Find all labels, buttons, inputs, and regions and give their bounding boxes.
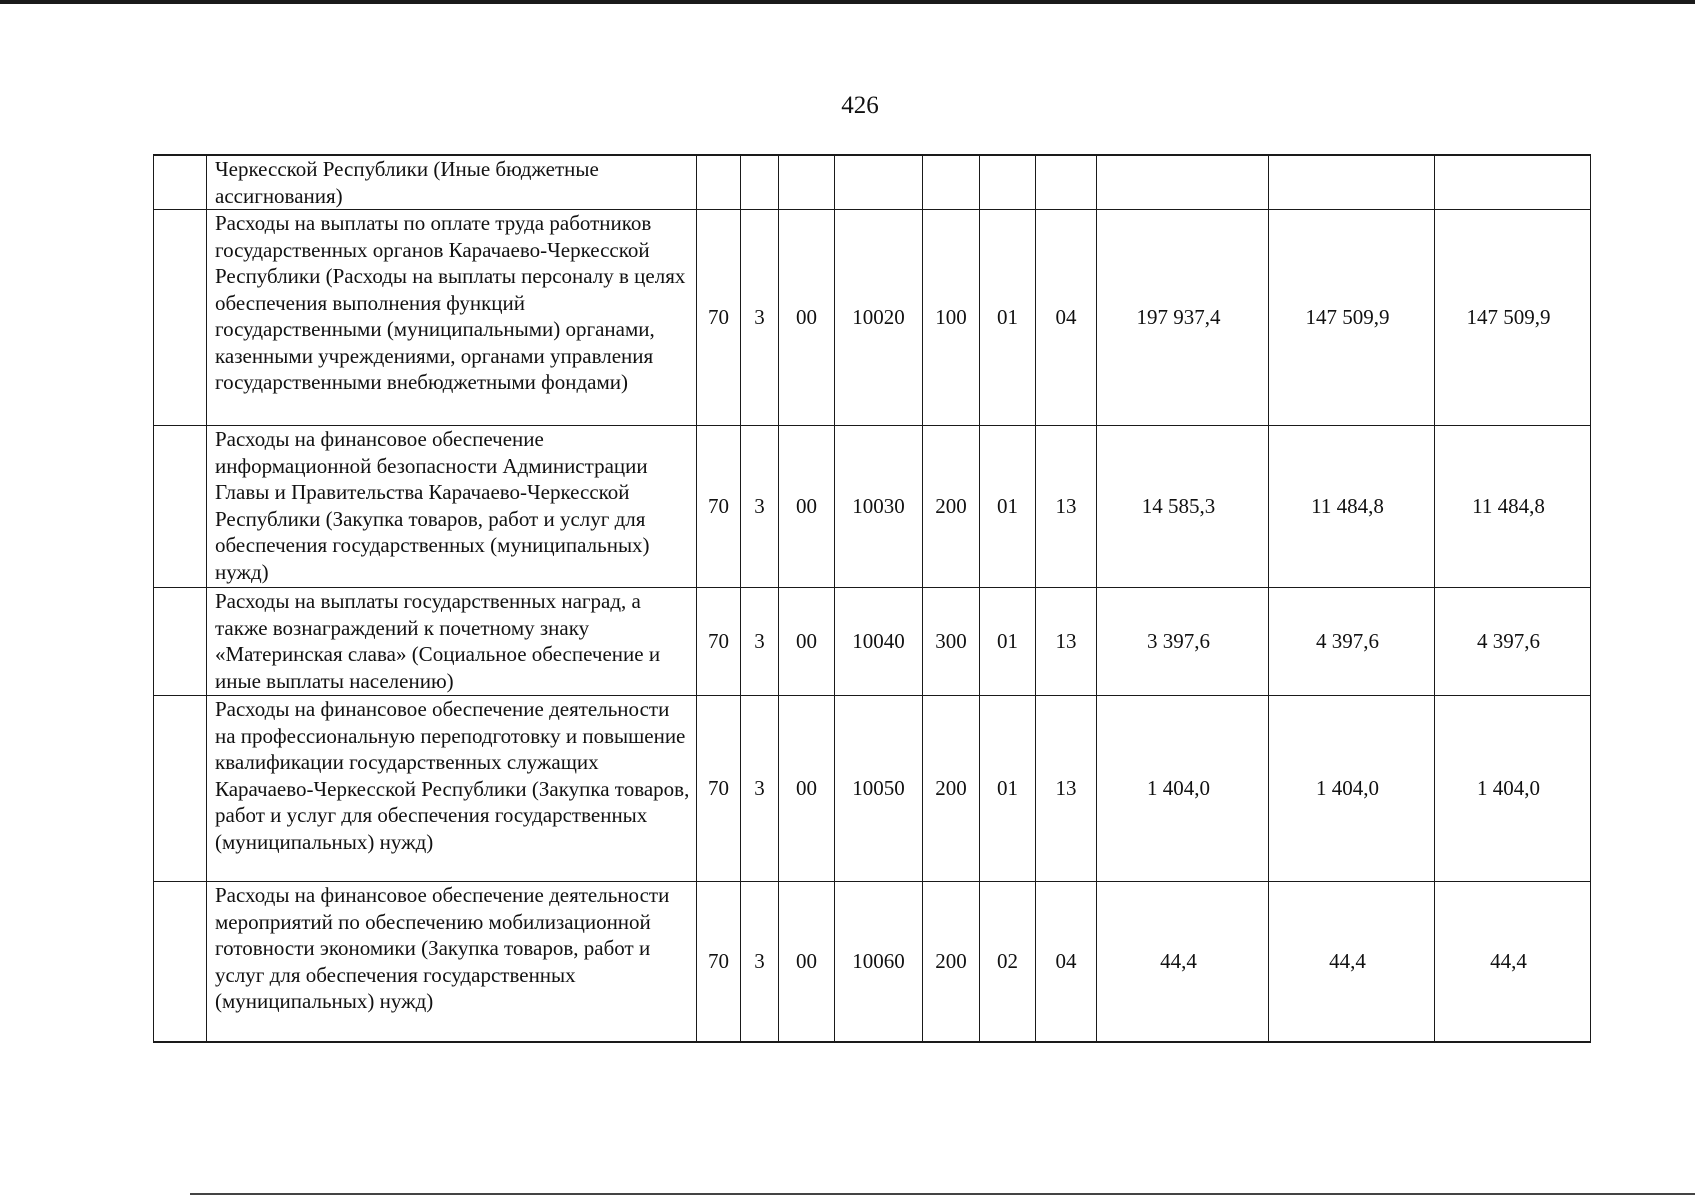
table-row [154, 210, 1591, 426]
description-cell: Расходы на финансовое обеспечение информационной безопасности Администрации Главы и Правительства Карачаево-Черкесской Республики (Закупка товаров, работ и услуг для обеспечения государственных (муниципальных) нужд) [207, 426, 697, 588]
amount-cell: 3 397,6 [1097, 588, 1269, 696]
code-cell: 70 [697, 696, 741, 882]
code-cell: 10040 [835, 588, 923, 696]
amount-cell: 44,4 [1269, 882, 1435, 1042]
amount-cell: 44,4 [1435, 882, 1591, 1042]
amount-cell: 4 397,6 [1269, 588, 1435, 696]
table-row [154, 155, 1591, 210]
description-cell: Расходы на финансовое обеспечение деятельности мероприятий по обеспечению мобилизационной готовности экономики (Закупка товаров, работ и услуг для обеспечения государственных (муниципальных) нужд) [207, 882, 697, 1042]
amount-cell [1097, 155, 1269, 210]
row-number-cell [154, 210, 207, 426]
code-cell: 01 [980, 210, 1036, 426]
page-number: 426 [841, 92, 879, 119]
row-number-cell [154, 588, 207, 696]
amount-cell: 44,4 [1097, 882, 1269, 1042]
bottom-page-border [190, 1193, 1695, 1195]
amount-cell: 1 404,0 [1097, 696, 1269, 882]
code-cell: 70 [697, 426, 741, 588]
code-cell: 10030 [835, 426, 923, 588]
code-cell: 200 [923, 696, 980, 882]
code-cell [697, 155, 741, 210]
amount-cell: 147 509,9 [1435, 210, 1591, 426]
table-row [154, 696, 1591, 882]
code-cell: 3 [741, 882, 779, 1042]
code-cell [741, 155, 779, 210]
amount-cell [1269, 155, 1435, 210]
code-cell: 10050 [835, 696, 923, 882]
code-cell: 3 [741, 426, 779, 588]
code-cell [923, 155, 980, 210]
row-number-cell [154, 426, 207, 588]
code-cell: 3 [741, 588, 779, 696]
code-cell: 02 [980, 882, 1036, 1042]
code-cell: 3 [741, 696, 779, 882]
code-cell: 13 [1036, 588, 1097, 696]
code-cell: 00 [779, 210, 835, 426]
code-cell: 04 [1036, 210, 1097, 426]
code-cell [835, 155, 923, 210]
amount-cell: 4 397,6 [1435, 588, 1591, 696]
row-number-cell [154, 696, 207, 882]
code-cell: 01 [980, 426, 1036, 588]
code-cell: 01 [980, 588, 1036, 696]
table-row [154, 426, 1591, 588]
code-cell [779, 155, 835, 210]
amount-cell: 1 404,0 [1435, 696, 1591, 882]
code-cell: 13 [1036, 696, 1097, 882]
code-cell: 00 [779, 588, 835, 696]
row-number-cell [154, 882, 207, 1042]
amount-cell: 1 404,0 [1269, 696, 1435, 882]
amount-cell: 14 585,3 [1097, 426, 1269, 588]
amount-cell: 11 484,8 [1435, 426, 1591, 588]
amount-cell [1435, 155, 1591, 210]
code-cell: 200 [923, 426, 980, 588]
code-cell: 100 [923, 210, 980, 426]
code-cell: 70 [697, 882, 741, 1042]
code-cell [980, 155, 1036, 210]
code-cell: 13 [1036, 426, 1097, 588]
description-cell: Расходы на финансовое обеспечение деятельности на профессиональную переподготовку и повышение квалификации государственных служащих Карачаево-Черкесской Республики (Закупка товаров, работ и услуг для обеспечения государственных (муниципальных) нужд) [207, 696, 697, 882]
code-cell: 00 [779, 882, 835, 1042]
code-cell: 200 [923, 882, 980, 1042]
code-cell: 70 [697, 588, 741, 696]
code-cell [1036, 155, 1097, 210]
top-page-border [0, 0, 1695, 4]
row-number-cell [154, 155, 207, 210]
description-cell: Черкесской Республики (Иные бюджетные ассигнования) [207, 155, 697, 210]
description-cell: Расходы на выплаты по оплате труда работников государственных органов Карачаево-Черкесской Республики (Расходы на выплаты персоналу в целях обеспечения выполнения функций государственными (муниципальными) органами, казенными учреждениями, органами управления государственными внебюджетными фондами) [207, 210, 697, 426]
code-cell: 10060 [835, 882, 923, 1042]
amount-cell: 147 509,9 [1269, 210, 1435, 426]
code-cell: 00 [779, 426, 835, 588]
table-row [154, 882, 1591, 1042]
table-row [154, 588, 1591, 696]
code-cell: 3 [741, 210, 779, 426]
amount-cell: 197 937,4 [1097, 210, 1269, 426]
code-cell: 01 [980, 696, 1036, 882]
code-cell: 00 [779, 696, 835, 882]
description-cell: Расходы на выплаты государственных наград, а также вознаграждений к почетному знаку «Материнская слава» (Социальное обеспечение и иные выплаты населению) [207, 588, 697, 696]
amount-cell: 11 484,8 [1269, 426, 1435, 588]
code-cell: 300 [923, 588, 980, 696]
budget-table [153, 154, 1591, 1043]
code-cell: 10020 [835, 210, 923, 426]
code-cell: 04 [1036, 882, 1097, 1042]
code-cell: 70 [697, 210, 741, 426]
